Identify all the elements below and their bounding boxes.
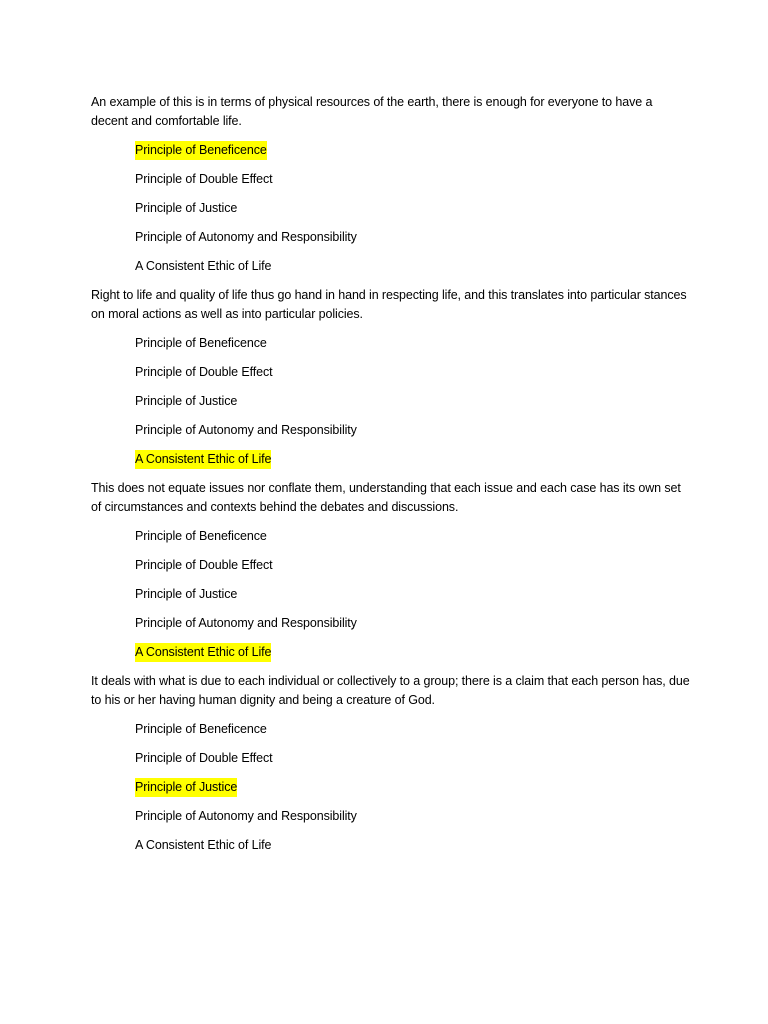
- question-text: It deals with what is due to each individual or collectively to a group; there is a claim that each person has, due to his or her having human dignity and being a creature of God.: [91, 674, 690, 707]
- answer-option: [135, 199, 691, 218]
- answer-option-label: Principle of Beneficence: [135, 141, 267, 160]
- answer-options: [91, 720, 691, 855]
- answer-option-label: A Consistent Ethic of Life: [135, 259, 272, 273]
- answer-option-label: Principle of Autonomy and Responsibility: [135, 809, 357, 823]
- answer-options: [91, 141, 691, 276]
- answer-options: [91, 527, 691, 662]
- answer-option: [135, 228, 691, 247]
- question-block: [91, 672, 691, 855]
- answer-option: [135, 807, 691, 826]
- answer-option-label: Principle of Autonomy and Responsibility: [135, 616, 357, 630]
- answer-option-label: Principle of Double Effect: [135, 172, 273, 186]
- answer-option-label: Principle of Double Effect: [135, 558, 273, 572]
- answer-option-label: Principle of Justice: [135, 587, 238, 601]
- answer-option-label: Principle of Beneficence: [135, 336, 267, 350]
- question-block: [91, 479, 691, 662]
- answer-option-label: A Consistent Ethic of Life: [135, 643, 271, 662]
- answer-option: [135, 778, 691, 797]
- answer-option: [135, 527, 691, 546]
- answer-option-label: Principle of Double Effect: [135, 365, 273, 379]
- answer-option: [135, 450, 691, 469]
- question-block: [91, 93, 691, 276]
- answer-option: [135, 421, 691, 440]
- answer-option: [135, 141, 691, 160]
- answer-options: [91, 334, 691, 469]
- answer-option: [135, 334, 691, 353]
- answer-option-label: Principle of Justice: [135, 201, 238, 215]
- answer-option-label: A Consistent Ethic of Life: [135, 838, 272, 852]
- question-text: This does not equate issues nor conflate them, understanding that each issue and each case has its own set of circumstances and contexts behind the debates and discussions.: [91, 481, 681, 514]
- question-block: [91, 286, 691, 469]
- question-text: An example of this is in terms of physical resources of the earth, there is enough for everyone to have a decent and comfortable life.: [91, 95, 653, 128]
- answer-option: [135, 556, 691, 575]
- answer-option: [135, 170, 691, 189]
- answer-option: [135, 614, 691, 633]
- answer-option-label: Principle of Justice: [135, 394, 238, 408]
- answer-option: [135, 643, 691, 662]
- answer-option-label: Principle of Autonomy and Responsibility: [135, 423, 357, 437]
- answer-option-label: A Consistent Ethic of Life: [135, 450, 271, 469]
- question-text: Right to life and quality of life thus go hand in hand in respecting life, and this translates into particular stances on moral actions as well as into particular policies.: [91, 288, 687, 321]
- answer-option: [135, 363, 691, 382]
- answer-option: [135, 392, 691, 411]
- answer-option-label: Principle of Autonomy and Responsibility: [135, 230, 357, 244]
- answer-option-label: Principle of Beneficence: [135, 722, 267, 736]
- document-body: [91, 93, 691, 865]
- answer-option-label: Principle of Justice: [135, 778, 237, 797]
- answer-option: [135, 257, 691, 276]
- answer-option-label: Principle of Beneficence: [135, 529, 267, 543]
- answer-option: [135, 749, 691, 768]
- answer-option: [135, 720, 691, 739]
- answer-option: [135, 836, 691, 855]
- answer-option-label: Principle of Double Effect: [135, 751, 273, 765]
- answer-option: [135, 585, 691, 604]
